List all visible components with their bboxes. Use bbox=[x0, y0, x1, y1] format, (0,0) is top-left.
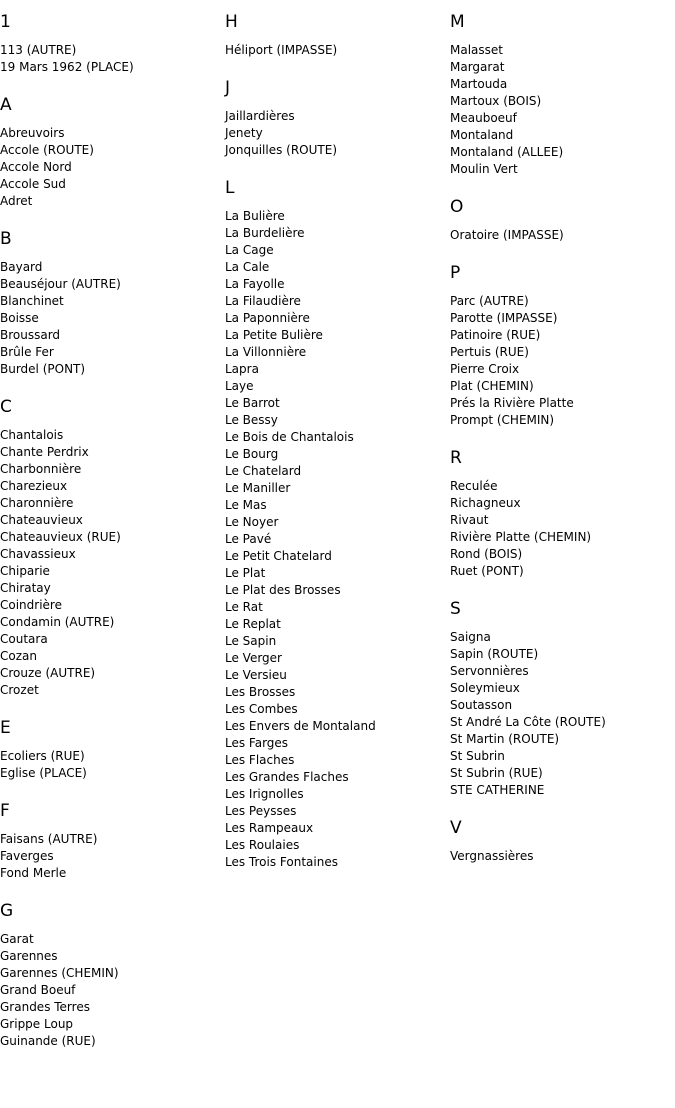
street-link-le-bessy[interactable]: Le Bessy bbox=[225, 413, 278, 427]
street-link-les-flaches[interactable]: Les Flaches bbox=[225, 753, 295, 767]
street-link-st-subrin-rue[interactable]: St Subrin (RUE) bbox=[450, 766, 543, 780]
street-link-le-petit-chatelard[interactable]: Le Petit Chatelard bbox=[225, 549, 332, 563]
street-link-boisse[interactable]: Boisse bbox=[0, 311, 39, 325]
street-list bbox=[0, 831, 225, 882]
letter-group-a bbox=[0, 95, 225, 210]
street-link-la-buliere[interactable]: La Bulière bbox=[225, 209, 285, 223]
street-link-heliport-impasse[interactable]: Héliport (IMPASSE) bbox=[225, 43, 338, 57]
letter-heading: 1 bbox=[0, 12, 11, 32]
street-link-chiparie[interactable]: Chiparie bbox=[0, 564, 50, 578]
street-link-garat[interactable]: Garat bbox=[0, 932, 34, 946]
street-link-fond-merle[interactable]: Fond Merle bbox=[0, 866, 67, 880]
street-link-saigna[interactable]: Saigna bbox=[450, 630, 491, 644]
street-link-le-replat[interactable]: Le Replat bbox=[225, 617, 281, 631]
letter-group-b bbox=[0, 229, 225, 378]
street-link-grand-boeuf[interactable]: Grand Boeuf bbox=[0, 983, 76, 997]
street-link-burdel-pont[interactable]: Burdel (PONT) bbox=[0, 362, 86, 376]
street-list bbox=[0, 259, 225, 378]
street-link-les-rampeaux[interactable]: Les Rampeaux bbox=[225, 821, 314, 835]
street-link-patinoire-rue[interactable]: Patinoire (RUE) bbox=[450, 328, 541, 342]
letter-group-c bbox=[0, 397, 225, 699]
street-link-parotte-impasse[interactable]: Parotte (IMPASSE) bbox=[450, 311, 558, 325]
street-link-martouda[interactable]: Martouda bbox=[450, 77, 508, 91]
street-link-montaland[interactable]: Montaland bbox=[450, 128, 514, 142]
street-link-richagneux[interactable]: Richagneux bbox=[450, 496, 521, 510]
street-link-19-mars-1962-place[interactable]: 19 Mars 1962 (PLACE) bbox=[0, 60, 134, 74]
street-link-crouze-autre[interactable]: Crouze (AUTRE) bbox=[0, 666, 96, 680]
letter-group-r bbox=[450, 448, 675, 580]
street-index-column-3 bbox=[450, 0, 675, 865]
letter-group-m bbox=[450, 12, 675, 178]
letter-group-o bbox=[450, 197, 675, 244]
street-link-servonnieres[interactable]: Servonnières bbox=[450, 664, 529, 678]
street-link-chateauvieux[interactable]: Chateauvieux bbox=[0, 513, 83, 527]
street-link-le-rat[interactable]: Le Rat bbox=[225, 600, 263, 614]
street-link-soutasson[interactable]: Soutasson bbox=[450, 698, 513, 712]
street-link-la-filaudiere[interactable]: La Filaudière bbox=[225, 294, 301, 308]
letter-group-p bbox=[450, 263, 675, 429]
letter-heading: G bbox=[0, 901, 14, 921]
street-link-les-brosses[interactable]: Les Brosses bbox=[225, 685, 296, 699]
street-link-beausejour-autre[interactable]: Beauséjour (AUTRE) bbox=[0, 277, 121, 291]
street-link-ste-catherine[interactable]: STE CATHERINE bbox=[450, 783, 545, 797]
street-link-le-bourg[interactable]: Le Bourg bbox=[225, 447, 279, 461]
street-link-coutara[interactable]: Coutara bbox=[0, 632, 48, 646]
street-link-jenety[interactable]: Jenety bbox=[225, 126, 263, 140]
street-link-la-fayolle[interactable]: La Fayolle bbox=[225, 277, 285, 291]
street-list bbox=[450, 227, 675, 244]
street-link-rond-bois[interactable]: Rond (BOIS) bbox=[450, 547, 523, 561]
street-link-le-bois-de-chantalois[interactable]: Le Bois de Chantalois bbox=[225, 430, 354, 444]
letter-heading: A bbox=[0, 95, 12, 115]
street-list bbox=[450, 293, 675, 429]
street-link-les-combes[interactable]: Les Combes bbox=[225, 702, 298, 716]
street-list bbox=[0, 931, 225, 1050]
street-link-le-plat[interactable]: Le Plat bbox=[225, 566, 266, 580]
street-link-jaillardieres[interactable]: Jaillardières bbox=[225, 109, 295, 123]
street-list bbox=[450, 848, 675, 865]
street-link-soleymieux[interactable]: Soleymieux bbox=[450, 681, 520, 695]
street-list bbox=[0, 125, 225, 210]
street-link-cozan[interactable]: Cozan bbox=[0, 649, 37, 663]
street-link-grandes-terres[interactable]: Grandes Terres bbox=[0, 1000, 90, 1014]
street-link-le-plat-des-brosses[interactable]: Le Plat des Brosses bbox=[225, 583, 341, 597]
street-list bbox=[450, 42, 675, 178]
letter-heading: F bbox=[0, 801, 10, 821]
street-link-la-cale[interactable]: La Cale bbox=[225, 260, 270, 274]
street-link-st-andre-la-cote-route[interactable]: St André La Côte (ROUTE) bbox=[450, 715, 606, 729]
letter-group-f bbox=[0, 801, 225, 882]
street-link-le-pave[interactable]: Le Pavé bbox=[225, 532, 272, 546]
street-list bbox=[450, 629, 675, 799]
street-index-column-1 bbox=[0, 0, 225, 1050]
street-link-broussard[interactable]: Broussard bbox=[0, 328, 61, 342]
street-link-lapra[interactable]: Lapra bbox=[225, 362, 259, 376]
street-link-reculee[interactable]: Reculée bbox=[450, 479, 498, 493]
street-list bbox=[225, 108, 450, 159]
letter-group-g bbox=[0, 901, 225, 1050]
street-link-jonquilles-route[interactable]: Jonquilles (ROUTE) bbox=[225, 143, 338, 157]
street-link-le-mas[interactable]: Le Mas bbox=[225, 498, 267, 512]
street-list bbox=[0, 42, 225, 76]
street-link-pertuis-rue[interactable]: Pertuis (RUE) bbox=[450, 345, 529, 359]
street-link-la-petite-buliere[interactable]: La Petite Bulière bbox=[225, 328, 323, 342]
street-link-le-versieu[interactable]: Le Versieu bbox=[225, 668, 287, 682]
letter-heading: L bbox=[225, 178, 235, 198]
street-link-margarat[interactable]: Margarat bbox=[450, 60, 505, 74]
street-link-le-maniller[interactable]: Le Maniller bbox=[225, 481, 291, 495]
letter-heading: E bbox=[0, 718, 11, 738]
street-link-le-noyer[interactable]: Le Noyer bbox=[225, 515, 279, 529]
letter-group-v bbox=[450, 818, 675, 865]
street-link-les-envers-de-montaland[interactable]: Les Envers de Montaland bbox=[225, 719, 376, 733]
street-link-prompt-chemin[interactable]: Prompt (CHEMIN) bbox=[450, 413, 555, 427]
street-list bbox=[0, 427, 225, 699]
street-link-bayard[interactable]: Bayard bbox=[0, 260, 43, 274]
street-link-garennes-chemin[interactable]: Garennes (CHEMIN) bbox=[0, 966, 119, 980]
street-link-accole-route[interactable]: Accole (ROUTE) bbox=[0, 143, 94, 157]
street-link-chateauvieux-rue[interactable]: Chateauvieux (RUE) bbox=[0, 530, 121, 544]
street-link-charonniere[interactable]: Charonnière bbox=[0, 496, 74, 510]
street-link-martoux-bois[interactable]: Martoux (BOIS) bbox=[450, 94, 542, 108]
street-link-crozet[interactable]: Crozet bbox=[0, 683, 39, 697]
street-link-chantalois[interactable]: Chantalois bbox=[0, 428, 64, 442]
street-link-les-trois-fontaines[interactable]: Les Trois Fontaines bbox=[225, 855, 338, 869]
street-link-les-peysses[interactable]: Les Peysses bbox=[225, 804, 297, 818]
letter-group-j bbox=[225, 78, 450, 159]
street-link-parc-autre[interactable]: Parc (AUTRE) bbox=[450, 294, 529, 308]
street-link-plat-chemin[interactable]: Plat (CHEMIN) bbox=[450, 379, 534, 393]
street-link-chante-perdrix[interactable]: Chante Perdrix bbox=[0, 445, 89, 459]
letter-heading: R bbox=[450, 448, 462, 468]
letter-heading: H bbox=[225, 12, 238, 32]
street-link-adret[interactable]: Adret bbox=[0, 194, 33, 208]
street-link-charbonniere[interactable]: Charbonnière bbox=[0, 462, 82, 476]
street-link-oratoire-impasse[interactable]: Oratoire (IMPASSE) bbox=[450, 228, 564, 242]
street-link-faisans-autre[interactable]: Faisans (AUTRE) bbox=[0, 832, 98, 846]
street-link-le-sapin[interactable]: Le Sapin bbox=[225, 634, 277, 648]
street-link-accole-sud[interactable]: Accole Sud bbox=[0, 177, 66, 191]
letter-group-l bbox=[225, 178, 450, 871]
street-link-meauboeuf[interactable]: Meauboeuf bbox=[450, 111, 517, 125]
street-link-condamin-autre[interactable]: Condamin (AUTRE) bbox=[0, 615, 115, 629]
street-link-sapin-route[interactable]: Sapin (ROUTE) bbox=[450, 647, 539, 661]
street-link-113-autre[interactable]: 113 (AUTRE) bbox=[0, 43, 77, 57]
street-link-malasset[interactable]: Malasset bbox=[450, 43, 503, 57]
street-list bbox=[225, 42, 450, 59]
street-link-laye[interactable]: Laye bbox=[225, 379, 254, 393]
street-link-les-roulaies[interactable]: Les Roulaies bbox=[225, 838, 300, 852]
street-link-rivaut[interactable]: Rivaut bbox=[450, 513, 489, 527]
letter-heading: M bbox=[450, 12, 465, 32]
letter-heading: S bbox=[450, 599, 461, 619]
letter-group-s bbox=[450, 599, 675, 799]
street-link-montaland-allee[interactable]: Montaland (ALLEE) bbox=[450, 145, 564, 159]
street-link-riviere-platte-chemin[interactable]: Rivière Platte (CHEMIN) bbox=[450, 530, 592, 544]
letter-heading: O bbox=[450, 197, 464, 217]
street-link-guinande-rue[interactable]: Guinande (RUE) bbox=[0, 1034, 96, 1048]
street-link-pres-la-riviere-platte[interactable]: Prés la Rivière Platte bbox=[450, 396, 574, 410]
street-link-chiratay[interactable]: Chiratay bbox=[0, 581, 51, 595]
street-link-la-paponniere[interactable]: La Paponnière bbox=[225, 311, 310, 325]
street-link-brule-fer[interactable]: Brûle Fer bbox=[0, 345, 54, 359]
street-list bbox=[0, 748, 225, 782]
street-link-la-villonniere[interactable]: La Villonnière bbox=[225, 345, 307, 359]
street-link-le-barrot[interactable]: Le Barrot bbox=[225, 396, 280, 410]
street-link-les-farges[interactable]: Les Farges bbox=[225, 736, 289, 750]
street-link-abreuvoirs[interactable]: Abreuvoirs bbox=[0, 126, 65, 140]
street-link-moulin-vert[interactable]: Moulin Vert bbox=[450, 162, 518, 176]
letter-group-h bbox=[225, 12, 450, 59]
street-list bbox=[225, 208, 450, 871]
street-link-st-martin-route[interactable]: St Martin (ROUTE) bbox=[450, 732, 560, 746]
letter-heading: V bbox=[450, 818, 462, 838]
street-link-le-chatelard[interactable]: Le Chatelard bbox=[225, 464, 302, 478]
letter-heading: J bbox=[225, 78, 231, 98]
street-link-garennes[interactable]: Garennes bbox=[0, 949, 58, 963]
street-link-la-cage[interactable]: La Cage bbox=[225, 243, 274, 257]
street-link-le-verger[interactable]: Le Verger bbox=[225, 651, 282, 665]
street-link-grippe-loup[interactable]: Grippe Loup bbox=[0, 1017, 74, 1031]
street-link-charezieux[interactable]: Charezieux bbox=[0, 479, 68, 493]
letter-group-1 bbox=[0, 12, 225, 76]
street-link-ecoliers-rue[interactable]: Ecoliers (RUE) bbox=[0, 749, 85, 763]
letter-heading: C bbox=[0, 397, 12, 417]
street-link-accole-nord[interactable]: Accole Nord bbox=[0, 160, 72, 174]
street-list bbox=[450, 478, 675, 580]
street-link-les-irignolles[interactable]: Les Irignolles bbox=[225, 787, 304, 801]
letter-heading: P bbox=[450, 263, 461, 283]
street-link-blanchinet[interactable]: Blanchinet bbox=[0, 294, 64, 308]
street-link-st-subrin[interactable]: St Subrin bbox=[450, 749, 505, 763]
street-index-column-2 bbox=[225, 0, 450, 871]
street-link-les-grandes-flaches[interactable]: Les Grandes Flaches bbox=[225, 770, 349, 784]
street-link-vergnassieres[interactable]: Vergnassières bbox=[450, 849, 534, 863]
street-link-pierre-croix[interactable]: Pierre Croix bbox=[450, 362, 520, 376]
letter-heading: B bbox=[0, 229, 12, 249]
letter-group-e bbox=[0, 718, 225, 782]
street-link-la-burdeliere[interactable]: La Burdelière bbox=[225, 226, 305, 240]
street-link-faverges[interactable]: Faverges bbox=[0, 849, 54, 863]
street-link-eglise-place[interactable]: Eglise (PLACE) bbox=[0, 766, 87, 780]
street-link-ruet-pont[interactable]: Ruet (PONT) bbox=[450, 564, 524, 578]
street-link-chavassieux[interactable]: Chavassieux bbox=[0, 547, 76, 561]
street-link-coindriere[interactable]: Coindrière bbox=[0, 598, 62, 612]
